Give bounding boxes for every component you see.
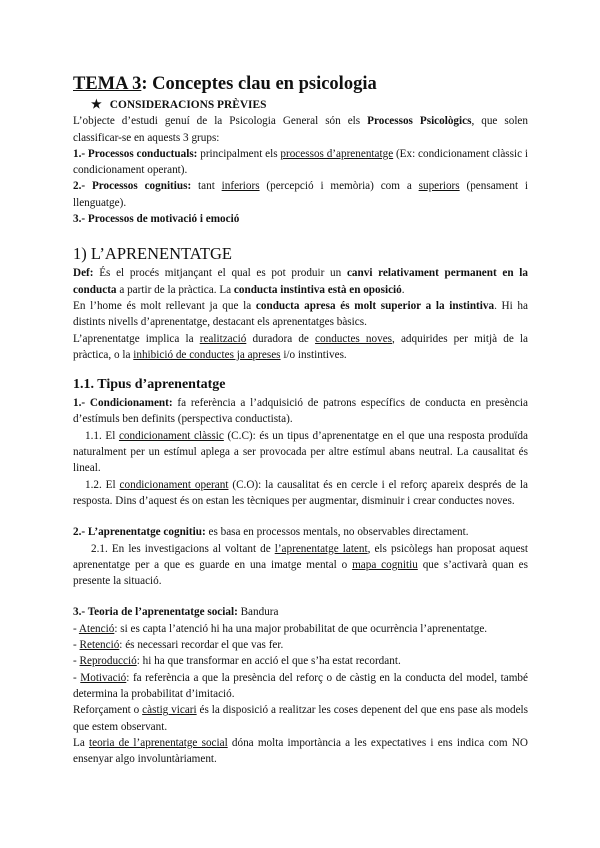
text-run: a partir de la pràctica. La [116,283,234,296]
section-1-1-heading: 1.1. Tipus d’aprenentatge [73,377,226,393]
underlined-run: condicionament clàssic [118,429,224,442]
consideracions-heading [91,96,528,113]
star-icon: ★ [91,97,102,111]
text-run: 1.2. El [85,478,120,491]
group-3 [73,211,528,227]
intro-paragraph [73,113,528,146]
underlined-run: teoria de l’aprenentatge social [89,736,228,749]
text-run: 1.1. El [85,429,119,442]
text-run: , que solen classificar-se en aquests 3 grups: [73,115,528,144]
text-run: (C.C): és un tipus d’aprenentatge en el que una resposta produïda naturalment per un estímul aplega a ser provocada per altre estímul abans neutral. La causalitat és lineal. [73,429,528,475]
underlined-run: realització [199,332,247,345]
text-run: dóna molta importància a les expectatives i ens indica com NO ensenyar algo involuntàriament. [73,736,528,766]
teoria-social-paragraph [73,735,528,768]
text-run: (percepció i memòria) com a [259,180,419,193]
text-run: . Hi ha distints nivells d’aprenentatge, destacant els aprenentatges bàsics. [73,299,528,329]
underlined-run: Retenció [79,639,120,652]
underlined-run: superiors [418,180,460,193]
text-run: És el procés mitjançant el qual es pot produir un [93,267,347,280]
text-run: : hi ha que transformar en acció el que s’ha estat recordant. [136,655,401,668]
list-item-reproduccio: - Reproducció: hi ha que transformar en acció el que s’ha estat recordant. [73,655,401,668]
text-run: es basa en processos mentals, no observables directament. [205,526,469,539]
text-run: és la disposició a realitzar les coses depenent del que ens pase als models que estem observant. [73,704,528,733]
underlined-run: conductes noves [315,332,393,345]
underlined-run: Reproducció [79,655,137,668]
section-1-paragraph-3 [73,331,528,364]
text-run: (C.O): la causalitat és en cercle i el reforç apareix després de la resposta. Dins d’aquest és on estan les tècniques per augmentar, disminuir i crear conductes noves. [73,478,528,507]
underlined-run: processos d’aprenentatge [280,147,394,160]
text-run: En l’home és molt rellevant ja que la [73,299,256,312]
text-run: L’aprenentatge implica la [73,332,200,345]
bold-run: conducta instintiva està en oposició [233,283,402,296]
text-run: duradora de [246,332,316,345]
text-run: (pensament i llenguatge). [73,180,528,209]
underlined-run: Motivació [80,671,127,684]
list-item-retencio: - Retenció: és necessari recordar el que vas fer. [73,639,284,652]
definition-paragraph [73,265,528,298]
text-run: , els psicòlegs han proposat aquest aprenentatge per a que es guarde en una imatge mental o [73,542,528,571]
text-run: L’objecte d’estudi genuí de la Psicologia General són els [73,115,368,128]
underlined-run: mapa cognitiu [352,558,418,571]
text-run: (Ex: condicionament clàssic i condicionament operant). [73,147,528,177]
underlined-run: condicionament operant [119,478,229,491]
text-run: : si es capta l’atenció hi ha una major probabilitat de que ocurrència l’aprenentatge. [114,622,488,635]
underlined-run: càstig vicari [142,704,197,717]
underlined-run: inferiors [221,180,260,193]
list-item-motivacio: - Motivació: fa referència a que la presència del reforç o de càstig en la conducta del model, també determina la probabilitat d’imitació. [73,671,528,700]
group-1 [73,146,528,179]
aprenentatge-social-heading [73,604,528,620]
condicionament-classic-paragraph [73,428,528,477]
text-run: tant [191,180,222,193]
section-1-heading: 1) L’APRENENTATGE [73,244,232,264]
text-run: principalment els [197,147,281,160]
condicionament-operant-paragraph [73,477,528,510]
title-rest: : Conceptes clau en psicologia [141,74,377,94]
text-run: , adquirides per mitjà de la pràctica, o la [73,332,528,361]
text-run: que s’activarà quan es presente la situació. [73,558,528,588]
document-page [73,72,528,767]
group-2 [73,178,528,211]
text-run: 2.1. En les investigacions al voltant de [91,542,275,555]
bold-run: conducta apresa és molt superior a la instintiva [255,299,495,312]
underlined-run: Atenció [78,622,115,635]
bold-run: 3.- Processos de motivació i emoció [73,213,240,226]
underlined-run: l’aprenentatge latent [274,542,368,555]
bold-run: 1.- Condicionament: [73,397,173,410]
text-run: : és necessari recordar el que vas fer. [119,639,284,652]
aprenentatge-latent-paragraph [73,541,528,590]
page-title [73,72,528,96]
list-item-atencio: - Atenció: si es capta l’atenció hi ha una major probabilitat de que ocurrència l’aprenentatge. [73,622,488,635]
aprenentatge-cognitiu-paragraph [73,524,528,540]
text-run: Reforçament o [73,704,143,717]
bold-run: 1.- Processos conductuals: [73,147,198,160]
text-run: La [73,736,89,749]
bold-run: 2.- L’aprenentatge cognitiu: [73,526,206,539]
section-1-paragraph-2 [73,298,528,331]
bold-run: 2.- Processos cognitius: [73,180,192,193]
text-run: . [401,283,405,296]
bold-run: Processos Psicològics [367,115,472,128]
bold-run: Def: [73,267,94,280]
text-run: Bandura [237,606,279,619]
bold-run: 3.- Teoria de l’aprenentatge social: [73,606,238,619]
condicionament-paragraph [73,395,528,428]
consideracions-label: CONSIDERACIONS PRÈVIES [109,99,267,111]
bold-run: canvi relativament permanent en la conducta [73,267,528,296]
text-run: fa referència a l’adquisició de patrons específics de conducta en presència d’estímuls ben definits (perspectiva conductista). [73,397,528,426]
underlined-run: inhibició de conductes ja apreses [133,348,281,361]
text-run: : fa referència a que la presència del reforç o de càstig en la conducta del model, també determina la probabilitat d’imitació. [73,671,528,700]
reforcament-paragraph [73,702,528,735]
text-run: i/o instintives. [280,348,347,361]
title-prefix: TEMA 3 [73,74,142,94]
